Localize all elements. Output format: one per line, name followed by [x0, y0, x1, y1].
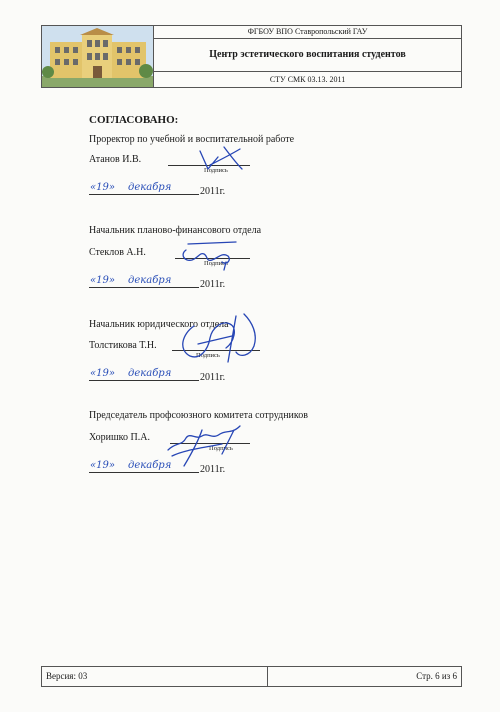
- date-line: [89, 380, 199, 381]
- date-day: «19»: [90, 368, 115, 379]
- signature-label: Подпись: [204, 167, 228, 174]
- person-name: Толстикова Т.Н.: [89, 340, 157, 351]
- handwritten-signature: [196, 143, 248, 175]
- date-year: 2011г.: [200, 279, 226, 290]
- date-day: «19»: [90, 275, 115, 286]
- date-line: [89, 287, 199, 288]
- signature-label: Подпись: [204, 260, 228, 267]
- date-month: декабря: [128, 368, 172, 379]
- date-month: декабря: [128, 275, 172, 286]
- version-label: Версия: 03: [42, 667, 268, 686]
- date-year: 2011г.: [200, 186, 226, 197]
- header-doc-code: СТУ СМК 03.13. 2011: [269, 75, 346, 84]
- date-year: 2011г.: [200, 372, 226, 383]
- header-title: Центр эстетического воспитания студентов: [154, 39, 461, 72]
- date-year: 2011г.: [200, 464, 226, 475]
- document-header: [41, 25, 462, 88]
- handwritten-signature: [162, 420, 248, 470]
- handwritten-signature: [178, 236, 240, 272]
- position-title: Проректор по учебной и воспитательной работе: [89, 134, 295, 145]
- person-name: Стеклов А.Н.: [89, 247, 146, 258]
- position-title: Начальник юридического отдела: [89, 319, 229, 330]
- person-name: Хоришко П.А.: [89, 432, 150, 443]
- header-org: ФГБОУ ВПО Ставропольский ГАУ: [154, 26, 461, 39]
- position-title: Председатель профсоюзного комитета сотрудников: [89, 410, 308, 421]
- handwritten-signature: [174, 306, 264, 366]
- document-footer: [41, 666, 462, 687]
- person-name: Атанов И.В.: [89, 154, 142, 165]
- date-line: [89, 472, 199, 473]
- signature-label: Подпись: [209, 445, 233, 452]
- date-line: [89, 194, 199, 195]
- page-number: Стр. 6 из 6: [416, 671, 457, 681]
- date-month: декабря: [128, 182, 172, 193]
- agreed-heading: СОГЛАСОВАНО:: [89, 114, 179, 126]
- date-month: декабря: [128, 460, 172, 471]
- position-title: Начальник планово-финансового отдела: [89, 225, 262, 236]
- building-photo: [42, 26, 154, 87]
- signature-label: Подпись: [196, 352, 220, 359]
- date-day: «19»: [90, 182, 115, 193]
- date-day: «19»: [90, 460, 115, 471]
